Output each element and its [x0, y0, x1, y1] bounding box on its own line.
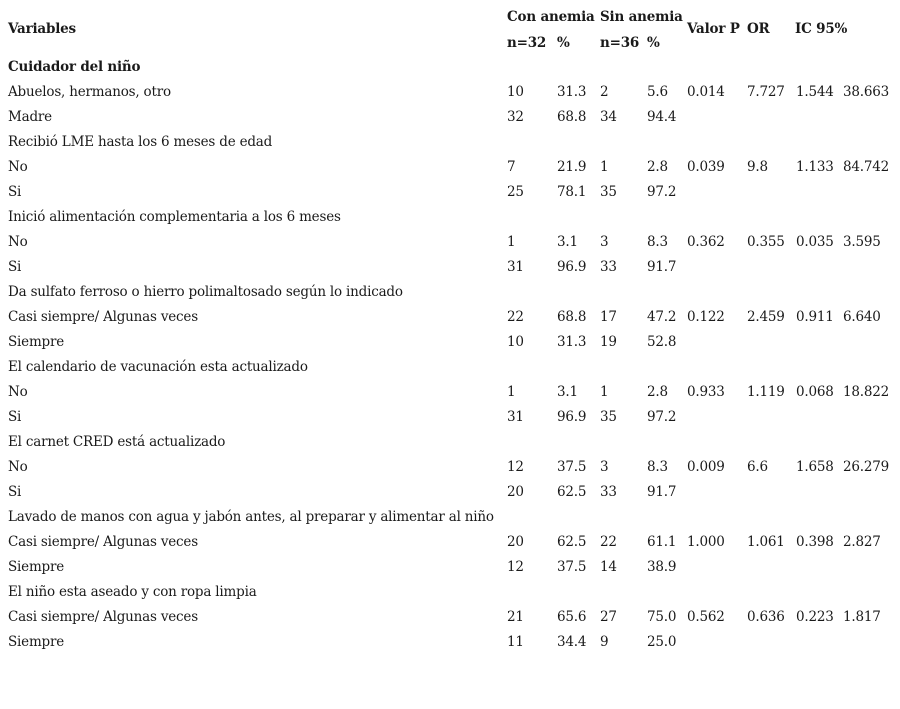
cell-pct-con: 34.4	[557, 634, 587, 650]
cell-pct-sin: 5.6	[647, 84, 668, 100]
cell-n-sin: 35	[600, 184, 617, 200]
cell-label: El calendario de vacunación esta actualizado	[8, 359, 308, 375]
cell-pct-con: 37.5	[557, 559, 587, 575]
cell-n-sin: 35	[600, 409, 617, 425]
cell-ic-low: 0.035	[796, 234, 834, 250]
cell-pct-sin: 94.4	[647, 109, 677, 125]
cell-pct-con: 96.9	[557, 259, 587, 275]
cell-n-sin: 33	[600, 484, 617, 500]
cell-pct-sin: 38.9	[647, 559, 677, 575]
cell-label: Lavado de manos con agua y jabón antes, al preparar y alimentar al niño	[8, 509, 494, 525]
cell-valor-p: 0.562	[687, 609, 725, 625]
header-n-sin: n=36	[600, 35, 640, 51]
cell-pct-sin: 91.7	[647, 259, 677, 275]
header-variables: Variables	[8, 21, 76, 37]
cell-pct-con: 62.5	[557, 484, 587, 500]
cell-pct-sin: 47.2	[647, 309, 677, 325]
cell-label: No	[8, 459, 28, 475]
cell-n-sin: 3	[600, 459, 609, 475]
cell-ic-low: 1.658	[796, 459, 834, 475]
cell-ic-high: 18.822	[843, 384, 890, 400]
cell-ic-low: 0.398	[796, 534, 834, 550]
cell-n-sin: 33	[600, 259, 617, 275]
cell-label: Si	[8, 409, 22, 425]
cell-pct-con: 21.9	[557, 159, 587, 175]
cell-label: Si	[8, 184, 22, 200]
cell-n-con: 1	[507, 234, 516, 250]
cell-ic-high: 6.640	[843, 309, 881, 325]
cell-label: Inició alimentación complementaria a los 6 meses	[8, 209, 341, 225]
cell-n-con: 1	[507, 384, 516, 400]
cell-label: Siempre	[8, 634, 65, 650]
cell-pct-sin: 25.0	[647, 634, 677, 650]
cell-n-sin: 14	[600, 559, 617, 575]
cell-label: Da sulfato ferroso o hierro polimaltosado según lo indicado	[8, 284, 403, 300]
cell-ic-high: 1.817	[843, 609, 881, 625]
cell-ic-high: 26.279	[843, 459, 890, 475]
cell-pct-con: 96.9	[557, 409, 587, 425]
cell-or: 0.355	[747, 234, 785, 250]
cell-valor-p: 0.122	[687, 309, 725, 325]
cell-label: El carnet CRED está actualizado	[8, 434, 226, 450]
cell-n-sin: 27	[600, 609, 617, 625]
cell-n-con: 31	[507, 409, 524, 425]
cell-n-sin: 3	[600, 234, 609, 250]
cell-pct-con: 68.8	[557, 309, 587, 325]
cell-label: No	[8, 159, 28, 175]
cell-n-con: 10	[507, 84, 524, 100]
cell-n-con: 20	[507, 534, 524, 550]
cell-pct-sin: 52.8	[647, 334, 677, 350]
cell-n-con: 11	[507, 634, 524, 650]
cell-label: Recibió LME hasta los 6 meses de edad	[8, 134, 273, 150]
cell-n-sin: 17	[600, 309, 617, 325]
cell-or: 1.061	[747, 534, 785, 550]
cell-pct-sin: 2.8	[647, 384, 668, 400]
cell-or: 1.119	[747, 384, 785, 400]
cell-pct-sin: 75.0	[647, 609, 677, 625]
cell-ic-high: 3.595	[843, 234, 881, 250]
cell-or: 0.636	[747, 609, 785, 625]
header-valor-p: Valor P	[687, 21, 740, 37]
cell-pct-con: 62.5	[557, 534, 587, 550]
cell-pct-sin: 2.8	[647, 159, 668, 175]
cell-or: 7.727	[747, 84, 785, 100]
cell-label: Casi siempre/ Algunas veces	[8, 609, 198, 625]
cell-n-con: 31	[507, 259, 524, 275]
cell-label: Siempre	[8, 559, 65, 575]
cell-label: Casi siempre/ Algunas veces	[8, 309, 198, 325]
cell-ic-low: 1.133	[796, 159, 834, 175]
cell-n-sin: 9	[600, 634, 609, 650]
cell-n-sin: 19	[600, 334, 617, 350]
cell-n-sin: 34	[600, 109, 617, 125]
cell-pct-con: 3.1	[557, 384, 578, 400]
cell-pct-con: 78.1	[557, 184, 587, 200]
cell-pct-con: 65.6	[557, 609, 587, 625]
header-pct-con: %	[557, 35, 570, 51]
cell-pct-sin: 97.2	[647, 184, 677, 200]
cell-or: 9.8	[747, 159, 768, 175]
cell-ic-low: 0.223	[796, 609, 834, 625]
cell-label: Si	[8, 259, 22, 275]
cell-label: Cuidador del niño	[8, 59, 141, 75]
cell-n-con: 12	[507, 559, 524, 575]
cell-label: Si	[8, 484, 22, 500]
cell-valor-p: 0.362	[687, 234, 725, 250]
cell-valor-p: 0.933	[687, 384, 725, 400]
cell-ic-high: 84.742	[843, 159, 890, 175]
cell-valor-p: 0.039	[687, 159, 725, 175]
cell-n-sin: 1	[600, 159, 609, 175]
cell-pct-sin: 8.3	[647, 234, 668, 250]
cell-valor-p: 0.014	[687, 84, 725, 100]
cell-ic-high: 2.827	[843, 534, 881, 550]
cell-pct-sin: 97.2	[647, 409, 677, 425]
cell-or: 2.459	[747, 309, 785, 325]
cell-label: Siempre	[8, 334, 65, 350]
cell-pct-con: 68.8	[557, 109, 587, 125]
cell-pct-con: 31.3	[557, 334, 587, 350]
cell-n-con: 22	[507, 309, 524, 325]
header-n-con: n=32	[507, 35, 547, 51]
cell-or: 6.6	[747, 459, 768, 475]
cell-n-sin: 22	[600, 534, 617, 550]
cell-n-sin: 1	[600, 384, 609, 400]
header-sin-anemia: Sin anemia	[600, 9, 683, 25]
cell-n-con: 7	[507, 159, 516, 175]
cell-n-sin: 2	[600, 84, 609, 100]
cell-n-con: 21	[507, 609, 524, 625]
cell-pct-sin: 91.7	[647, 484, 677, 500]
cell-label: Abuelos, hermanos, otro	[8, 84, 171, 100]
cell-ic-low: 1.544	[796, 84, 834, 100]
cell-label: El niño esta aseado y con ropa limpia	[8, 584, 257, 600]
cell-n-con: 20	[507, 484, 524, 500]
header-or: OR	[747, 21, 770, 37]
cell-label: Casi siempre/ Algunas veces	[8, 534, 198, 550]
cell-pct-sin: 8.3	[647, 459, 668, 475]
cell-valor-p: 0.009	[687, 459, 725, 475]
cell-ic-low: 0.068	[796, 384, 834, 400]
cell-n-con: 25	[507, 184, 524, 200]
header-con-anemia: Con anemia	[507, 9, 595, 25]
cell-n-con: 32	[507, 109, 524, 125]
header-pct-sin: %	[647, 35, 660, 51]
cell-ic-low: 0.911	[796, 309, 834, 325]
cell-pct-con: 37.5	[557, 459, 587, 475]
cell-pct-con: 31.3	[557, 84, 587, 100]
cell-valor-p: 1.000	[687, 534, 725, 550]
cell-label: Madre	[8, 109, 52, 125]
cell-pct-sin: 61.1	[647, 534, 677, 550]
cell-ic-high: 38.663	[843, 84, 890, 100]
cell-label: No	[8, 234, 28, 250]
cell-n-con: 10	[507, 334, 524, 350]
cell-label: No	[8, 384, 28, 400]
cell-pct-con: 3.1	[557, 234, 578, 250]
cell-n-con: 12	[507, 459, 524, 475]
header-ic: IC 95%	[795, 21, 848, 37]
